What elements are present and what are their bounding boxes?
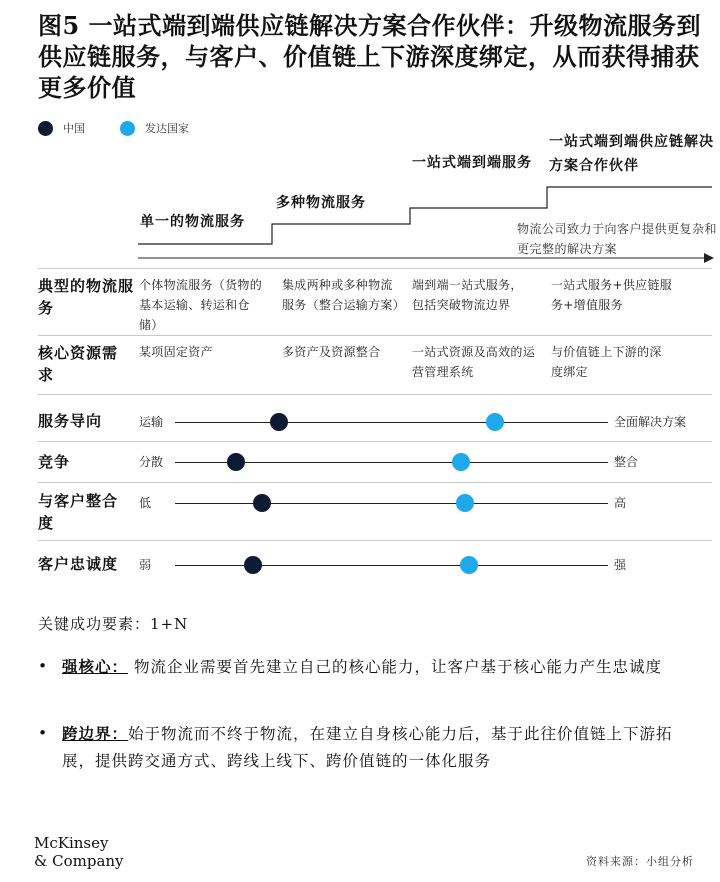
stage-4-label: 一站式端到端供应链解决方案合作伙伴	[549, 134, 714, 174]
bullet-dot: •	[38, 724, 49, 742]
dimension-left-label: 弱	[139, 558, 152, 572]
legend-china-label: 中国	[63, 122, 85, 135]
dimension-track	[175, 422, 608, 423]
bullet-item	[38, 653, 698, 681]
bullet-lead: 强核心：	[62, 657, 129, 676]
dimension-right-label: 强	[614, 558, 627, 572]
table-cell: 集成两种或多种物流服务（整合运输方案）	[282, 278, 406, 312]
china-marker	[270, 413, 288, 431]
logo-line: & Company	[34, 852, 124, 870]
china-marker	[244, 556, 262, 574]
table-cell: 一站式资源及高效的运营管理系统	[412, 345, 536, 379]
china-marker	[253, 494, 271, 512]
row-header-typical-service: 典型的物流服务	[38, 277, 135, 317]
dimension-label: 客户忠诚度	[38, 555, 119, 573]
divider	[38, 482, 712, 483]
page-title: 图5 一站式端到端供应链解决方案合作伙伴：升级物流服务到供应链服务，与客户、价值链上下游深度绑定，从而获得捕获更多价值	[38, 11, 702, 102]
ksf-title: 关键成功要素：1+N	[38, 615, 189, 633]
dimension-track	[175, 565, 608, 566]
divider	[38, 268, 712, 269]
bullet-text: 物流企业需要首先建立自己的核心能力，让客户基于核心能力产生忠诚度	[128, 658, 662, 676]
dimension-right-label: 全面解决方案	[614, 415, 687, 429]
divider	[38, 394, 712, 395]
dimension-right-label: 整合	[614, 455, 639, 469]
table-cell: 一站式服务+供应链服务+增值服务	[551, 278, 673, 312]
source-note: 资料来源：小组分析	[586, 855, 694, 868]
divider	[38, 540, 712, 541]
stage-2-label: 多种物流服务	[276, 195, 366, 211]
stage-3-label: 一站式端到端服务	[412, 155, 532, 171]
dimension-label: 服务导向	[38, 412, 103, 430]
row-header-core-resources: 核心资源需求	[38, 344, 119, 384]
legend-developed-label: 发达国家	[145, 122, 189, 135]
developed-marker	[456, 494, 474, 512]
table-cell: 多资产及资源整合	[282, 345, 381, 359]
table-cell: 个体物流服务（货物的基本运输、转运和仓储）	[139, 278, 263, 332]
table-cell: 某项固定资产	[139, 345, 213, 359]
table-cell: 端到端一站式服务，包括突破物流边界	[412, 278, 523, 312]
bullet-item	[38, 720, 698, 775]
mckinsey-logo	[34, 834, 124, 870]
bullet-text: 始于物流而不终于物流，在建立自身核心能力后，基于此往价值链上下游拓展，提供跨交通方式、跨线上线下、跨价值链的一体化服务	[62, 725, 673, 770]
dimension-label: 与客户整合度	[38, 492, 119, 532]
china-marker	[227, 453, 245, 471]
staircase-note: 物流公司致力于向客户提供更复杂和更完整的解决方案	[517, 222, 718, 256]
divider	[38, 441, 712, 442]
stage-1-label: 单一的物流服务	[140, 214, 245, 230]
dimension-left-label: 分散	[139, 455, 164, 469]
developed-marker	[452, 453, 470, 471]
dimension-right-label: 高	[614, 496, 627, 510]
logo-line: McKinsey	[34, 834, 109, 852]
bullet-lead: 跨边界：	[62, 724, 129, 743]
dimension-label: 竞争	[38, 453, 71, 471]
dimension-left-label: 低	[139, 496, 152, 510]
dimension-left-label: 运输	[139, 415, 164, 429]
bullet-dot: •	[38, 657, 49, 675]
divider	[38, 335, 712, 336]
dimension-track	[175, 503, 608, 504]
table-cell: 与价值链上下游的深度绑定	[551, 345, 662, 379]
